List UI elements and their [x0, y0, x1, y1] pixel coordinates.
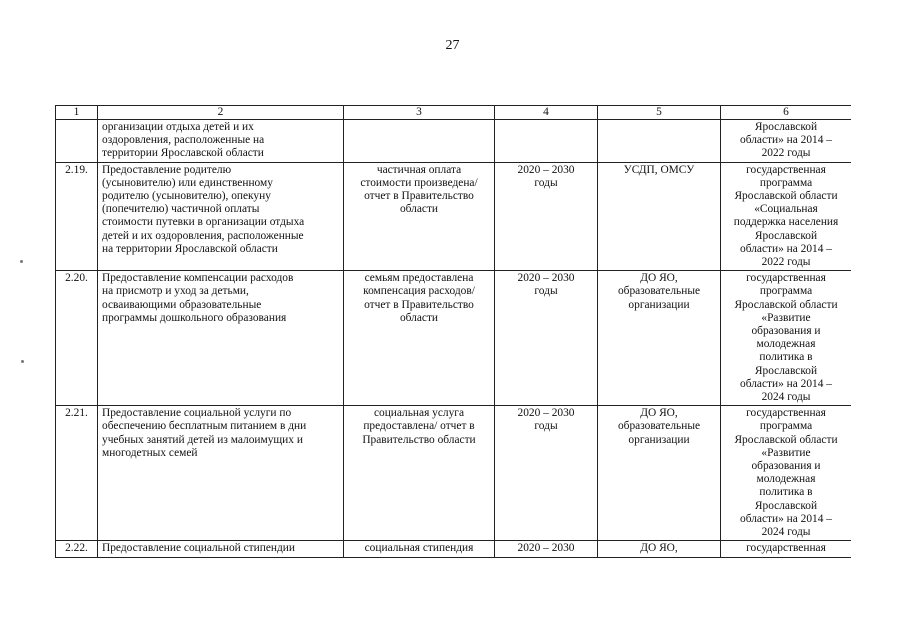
- page-number: 27: [445, 38, 460, 53]
- table-row: [56, 120, 852, 163]
- column-header: 2: [98, 106, 344, 120]
- executor-cell: ДО ЯО,: [598, 541, 721, 557]
- table-row: [56, 406, 852, 541]
- measures-table-wrapper: [55, 105, 851, 640]
- scan-speck: [20, 260, 23, 263]
- executor-cell: [598, 120, 721, 163]
- row-number: [56, 120, 98, 163]
- measure-cell: организации отдыха детей и их оздоровления, расположенные на территории Ярославской области: [98, 120, 344, 163]
- program-cell: государственная программа Ярославской области «Развитие образования и молодежная политика в Ярославской области» на 2014 – 2024 годы: [721, 406, 852, 541]
- column-header: 5: [598, 106, 721, 120]
- measure-cell: Предоставление родителю (усыновителю) или единственному родителю (усыновителю), опекуну (попечителю) частичной оплаты стоимости путевки в организации отдыха детей и их оздоровления, расположенные на территории Ярославской области: [98, 162, 344, 271]
- row-number: 2.22.: [56, 541, 98, 557]
- program-cell: Ярославской области» на 2014 – 2022 годы: [721, 120, 852, 163]
- header-row: [56, 106, 852, 120]
- table-row: [56, 162, 852, 271]
- row-number: 2.21.: [56, 406, 98, 541]
- result-cell: социальная стипендия: [344, 541, 495, 557]
- measures-table: [55, 105, 851, 558]
- result-cell: семьям предоставлена компенсация расходов/ отчет в Правительство области: [344, 271, 495, 406]
- measure-cell: Предоставление компенсации расходов на присмотр и уход за детьми, осваивающими образовательные программы дошкольного образования: [98, 271, 344, 406]
- period-cell: 2020 – 2030 годы: [495, 271, 598, 406]
- period-cell: 2020 – 2030: [495, 541, 598, 557]
- measure-cell: Предоставление социальной стипендии: [98, 541, 344, 557]
- executor-cell: УСДП, ОМСУ: [598, 162, 721, 271]
- column-header: 4: [495, 106, 598, 120]
- scan-speck: [21, 360, 24, 363]
- period-cell: 2020 – 2030 годы: [495, 162, 598, 271]
- executor-cell: ДО ЯО, образовательные организации: [598, 406, 721, 541]
- row-number: 2.19.: [56, 162, 98, 271]
- result-cell: [344, 120, 495, 163]
- column-header: 6: [721, 106, 852, 120]
- program-cell: государственная: [721, 541, 852, 557]
- period-cell: 2020 – 2030 годы: [495, 406, 598, 541]
- table-row: [56, 541, 852, 557]
- program-cell: государственная программа Ярославской области «Социальная поддержка населения Ярославской области» на 2014 – 2022 годы: [721, 162, 852, 271]
- period-cell: [495, 120, 598, 163]
- column-header: 1: [56, 106, 98, 120]
- measure-cell: Предоставление социальной услуги по обеспечению бесплатным питанием в дни учебных занятий детей из малоимущих и многодетных семей: [98, 406, 344, 541]
- executor-cell: ДО ЯО, образовательные организации: [598, 271, 721, 406]
- result-cell: частичная оплата стоимости произведена/ отчет в Правительство области: [344, 162, 495, 271]
- table-row: [56, 271, 852, 406]
- column-header: 3: [344, 106, 495, 120]
- row-number: 2.20.: [56, 271, 98, 406]
- program-cell: государственная программа Ярославской области «Развитие образования и молодежная политика в Ярославской области» на 2014 – 2024 годы: [721, 271, 852, 406]
- result-cell: социальная услуга предоставлена/ отчет в Правительство области: [344, 406, 495, 541]
